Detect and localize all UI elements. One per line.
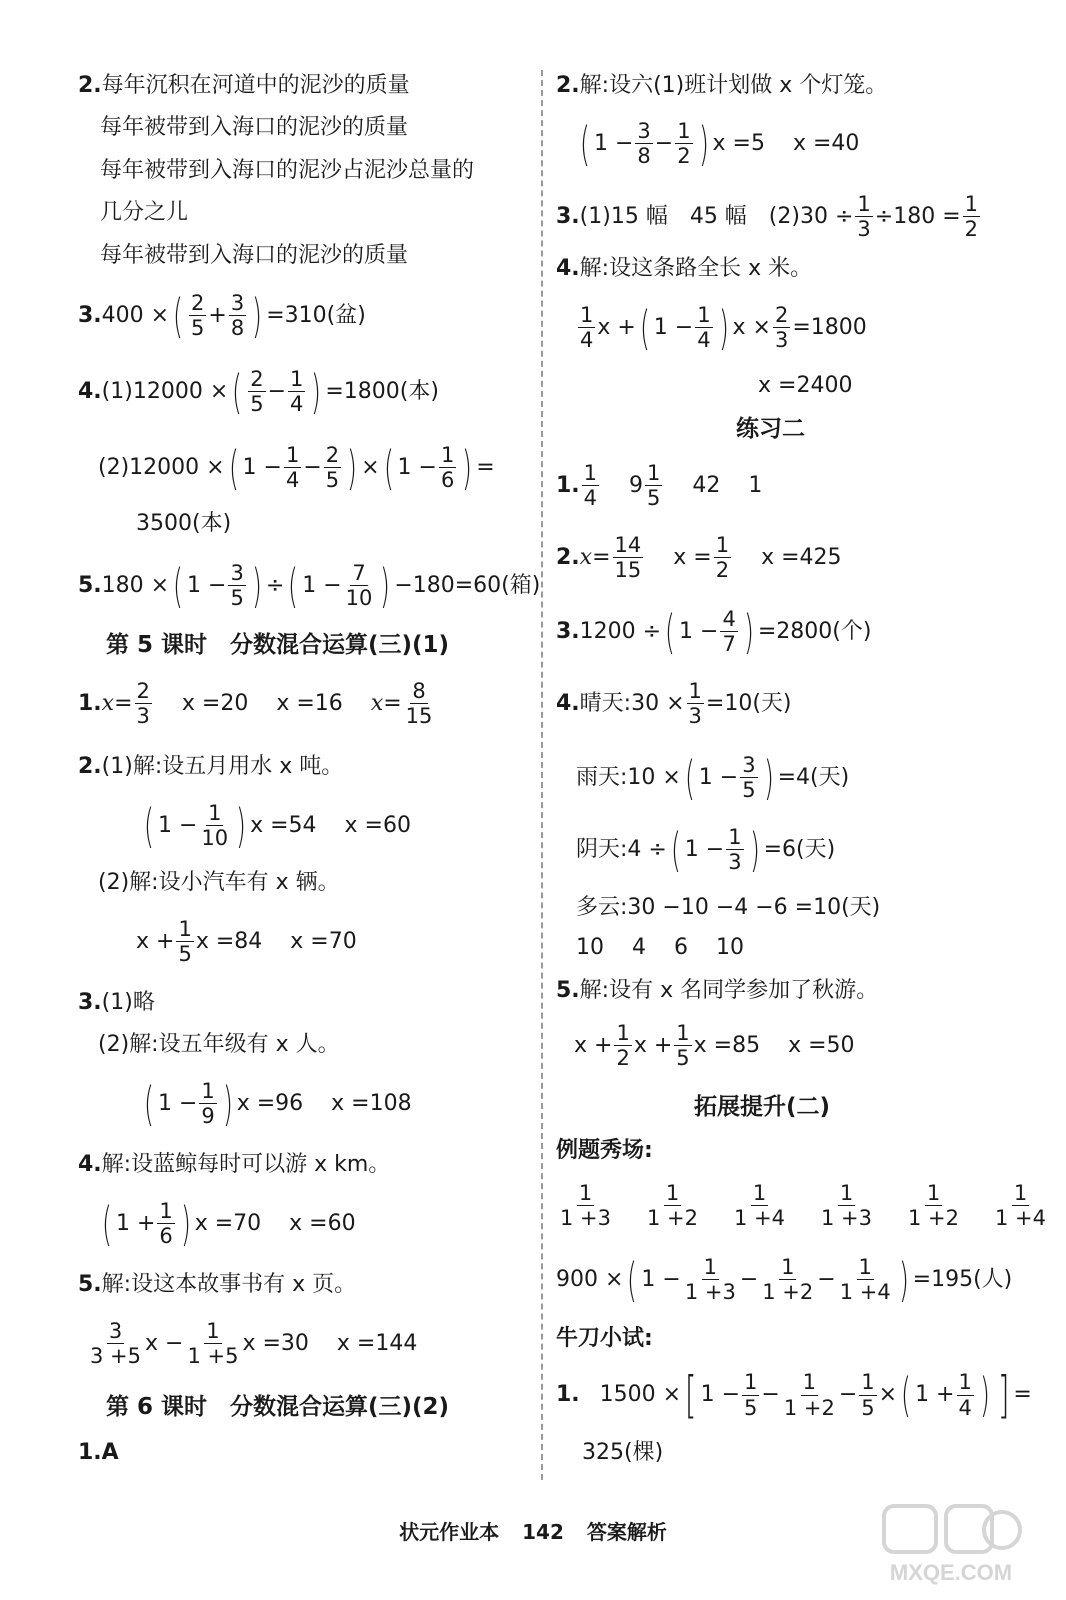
- lesson5-answer-2-part-1: 2. (1)解:设五月用水 x 吨。: [78, 754, 344, 779]
- fraction: $\frac{1}{2}$: [616, 1021, 630, 1071]
- practice2-answer-5-eq: x + $\frac{1}{2}$ x + $\frac{1}{5}$ x =85 x =50: [574, 1021, 855, 1071]
- lesson5-answer-5: 5. 解:设这本故事书有 x 页。: [78, 1272, 357, 1297]
- lesson5-answer-4: 4. 解:设蓝鲸每时可以游 x km。: [78, 1152, 391, 1177]
- footer-book-title: 状元作业本: [399, 1520, 500, 1544]
- answer-2-line-3: 每年被带到入海口的泥沙占泥沙总量的: [100, 158, 475, 183]
- fraction: $\frac{1}{6}$: [440, 443, 455, 493]
- answer-r2: 2. 解:设六(1)班计划做 x 个灯笼。: [556, 73, 888, 98]
- example-fractions-row: [556, 1182, 1050, 1229]
- answer-r2-eq: ( 1 − $\frac{3}{8}$ − $\frac{1}{2}$ ) x =5 x =40: [580, 116, 860, 171]
- lesson5-answer-5-eq: $\frac{3}{3 +5}$ x − $\frac{1}{1 +5}$ x =30 x =144: [90, 1319, 418, 1369]
- fraction: $\frac{1}{6}$: [159, 1199, 173, 1249]
- fraction: $\frac{1}{2}$: [715, 533, 730, 583]
- fraction: $\frac{1}{4}$: [580, 303, 594, 353]
- fraction: $\frac{1}{4}$: [290, 367, 304, 417]
- fraction: $\frac{1}{4}$: [583, 461, 598, 511]
- answer-4-part-2: (2)12000 × ( 1 − $\frac{1}{4}$ − $\frac{2}{5}$ ) × ( 1 − $\frac{1}{6}$ ) =: [98, 440, 495, 495]
- lesson5-answer-1: 1. x = $\frac{2}{3}$ x =20 x =16 x = $\frac{8}{15}$: [78, 679, 433, 729]
- svg-text:MXQE.COM: MXQE.COM: [889, 1560, 1013, 1585]
- lesson5-answer-3-part-2-eq: ( 1 − $\frac{1}{9}$ ) x =96 x =108: [144, 1076, 412, 1131]
- try-answer-1-result: 325(棵): [582, 1440, 664, 1465]
- section-heading-practice-2: 练习二: [736, 416, 805, 442]
- try-answer-1: 1. 1500 × [ 1 − $\frac{1}{5}$ − $\frac{1}{1 +2}$ − $\frac{1}{5}$ × ( 1 + $\frac{1}{4}$ ) ] =: [556, 1366, 1032, 1424]
- answer-2-line-4: 几分之儿: [100, 200, 189, 225]
- answer-3: 3. 400 × ( $\frac{2}{5}$ + $\frac{3}{8}$ ) =310(盆): [78, 288, 366, 343]
- lesson5-answer-4-eq: ( 1 + $\frac{1}{6}$ ) x =70 x =60: [102, 1196, 356, 1251]
- fraction: $\frac{1}{4}$: [697, 303, 711, 353]
- fraction: $\frac{1}{1 +2}$: [762, 1255, 814, 1305]
- fraction: $\frac{1}{1 +4}$: [734, 1181, 785, 1231]
- answer-4-part-1: 4. (1)12000 × ( $\frac{2}{5}$ − $\frac{1}{4}$ ) =1800(本): [78, 364, 439, 419]
- example-section-title: 例题秀场:: [556, 1138, 653, 1163]
- fraction: $\frac{4}{7}$: [722, 607, 736, 657]
- practice2-answer-2: 2. x = $\frac{14}{15}$ x = $\frac{1}{2}$ x =425: [556, 533, 842, 583]
- fraction: $\frac{8}{15}$: [405, 679, 433, 729]
- fraction: $\frac{1}{1 +3}$: [684, 1255, 736, 1305]
- fraction: $\frac{1}{2}$: [677, 119, 691, 169]
- fraction: $\frac{2}{5}$: [250, 367, 264, 417]
- practice2-answer-4-sunny: 4. 晴天:30 × $\frac{1}{3}$ =10(天): [556, 679, 792, 729]
- answer-r4: 4. 解:设这条路全长 x 米。: [556, 256, 813, 281]
- page-number: 142: [522, 1520, 564, 1544]
- practice2-answer-5: 5. 解:设有 x 名同学参加了秋游。: [556, 978, 879, 1003]
- column-divider: [541, 70, 543, 1480]
- fraction: $\frac{1}{5}$: [676, 1021, 690, 1071]
- fraction: $\frac{1}{1 +5}$: [187, 1319, 239, 1369]
- footer-section-title: 答案解析: [586, 1520, 667, 1544]
- practice2-answer-4-summary: 10 4 6 10: [576, 935, 744, 960]
- practice2-answer-3: 3. 1200 ÷ ( 1 − $\frac{4}{7}$ ) =2800(个): [556, 604, 872, 659]
- fraction: $\frac{1}{5}$: [178, 917, 192, 967]
- fraction: $\frac{3}{5}$: [230, 561, 244, 611]
- fraction: $\frac{1}{3}$: [857, 192, 871, 242]
- section-heading-lesson-5: 第 5 课时 分数混合运算(三)(1): [106, 632, 450, 658]
- practice2-answer-4-cloudy: 阴天:4 ÷ ( 1 − $\frac{1}{3}$ ) =6(天): [576, 822, 836, 877]
- answer-4-part-2-result: 3500(本): [136, 511, 232, 536]
- lesson6-answer-1: 1. A: [78, 1440, 119, 1465]
- fraction: $\frac{1}{3}$: [728, 825, 742, 875]
- fraction: $\frac{3}{3 +5}$: [90, 1319, 141, 1369]
- practice2-answer-4-multicloud: 多云:30 −10 −4 −6 =10(天): [576, 895, 881, 920]
- fraction: $\frac{1}{5}$: [861, 1370, 875, 1420]
- fraction: $\frac{1}{3}$: [688, 679, 702, 729]
- fraction: $\frac{14}{15}$: [614, 533, 642, 583]
- fraction: $\frac{1}{1 +2}$: [908, 1181, 959, 1231]
- fraction: $\frac{1}{1 +2}$: [783, 1370, 835, 1420]
- answer-r3: 3. (1)15 幅 45 幅 (2)30 ÷ $\frac{1}{3}$ ÷180 = $\frac{1}{2}$: [556, 192, 979, 242]
- example-equation: 900 × ( 1 − $\frac{1}{1 +3}$ − $\frac{1}{1 +2}$ − $\frac{1}{1 +4}$ ) =195(人): [556, 1252, 1013, 1307]
- try-section-title: 牛刀小试:: [556, 1326, 653, 1351]
- answer-r4-result: x =2400: [758, 373, 853, 398]
- fraction: $\frac{2}{3}$: [775, 303, 789, 353]
- watermark-logo: [876, 1500, 1026, 1590]
- practice2-answer-1: 1. $\frac{1}{4}$ 9 $\frac{1}{5}$ 42 1: [556, 461, 763, 511]
- fraction: $\frac{1}{10}$: [201, 801, 229, 851]
- fraction: $\frac{2}{5}$: [325, 443, 340, 493]
- fraction: $\frac{1}{1 +3}$: [821, 1181, 872, 1231]
- lesson5-answer-3-part-2: (2)解:设五年级有 x 人。: [98, 1032, 340, 1057]
- fraction: $\frac{2}{3}$: [136, 679, 150, 729]
- fraction: $\frac{3}{5}$: [742, 753, 756, 803]
- answer-5: 5. 180 × ( 1 − $\frac{3}{5}$ ) ÷ ( 1 − $\frac{7}{10}$ ) −180=60(箱): [78, 558, 541, 613]
- section-heading-lesson-6: 第 6 课时 分数混合运算(三)(2): [106, 1394, 450, 1420]
- fraction: $\frac{1}{9}$: [201, 1079, 215, 1129]
- lesson5-answer-2-part-1-eq: ( 1 − $\frac{1}{10}$ ) x =54 x =60: [144, 798, 411, 853]
- fraction: $\frac{7}{10}$: [345, 561, 373, 611]
- fraction: $\frac{1}{5}$: [647, 461, 661, 511]
- lesson5-answer-3-part-1: 3. (1)略: [78, 990, 155, 1015]
- answer-2-line-1: 2. 每年沉积在河道中的泥沙的质量: [78, 73, 410, 98]
- fraction: $\frac{1}{2}$: [964, 192, 979, 242]
- answer-2-line-5: 每年被带到入海口的泥沙的质量: [100, 243, 409, 268]
- fraction: $\frac{1}{5}$: [744, 1370, 758, 1420]
- answer-r4-eq: $\frac{1}{4}$ x + ( 1 − $\frac{1}{4}$ ) x × $\frac{2}{3}$ =1800: [580, 300, 867, 355]
- fraction: $\frac{1}{1 +3}$: [560, 1181, 611, 1231]
- fraction: $\frac{3}{8}$: [230, 291, 245, 341]
- section-heading-extension-2: 拓展提升(二): [694, 1094, 831, 1120]
- fraction: $\frac{1}{1 +4}$: [995, 1181, 1046, 1231]
- fraction: $\frac{3}{8}$: [637, 119, 651, 169]
- practice2-answer-4-rainy: 雨天:10 × ( 1 − $\frac{3}{5}$ ) =4(天): [576, 750, 850, 805]
- fraction: $\frac{1}{1 +2}$: [647, 1181, 698, 1231]
- lesson5-answer-2-part-2-eq: x + $\frac{1}{5}$ x =84 x =70: [136, 917, 357, 967]
- lesson5-answer-2-part-2: (2)解:设小汽车有 x 辆。: [98, 870, 340, 895]
- fraction: $\frac{1}{4}$: [285, 443, 300, 493]
- watermark-stamp-icon: [876, 1500, 1026, 1590]
- fraction: $\frac{1}{4}$: [958, 1370, 972, 1420]
- fraction: $\frac{1}{1 +4}$: [839, 1255, 891, 1305]
- answer-2-line-2: 每年被带到入海口的泥沙的质量: [100, 115, 409, 140]
- fraction: $\frac{2}{5}$: [191, 291, 205, 341]
